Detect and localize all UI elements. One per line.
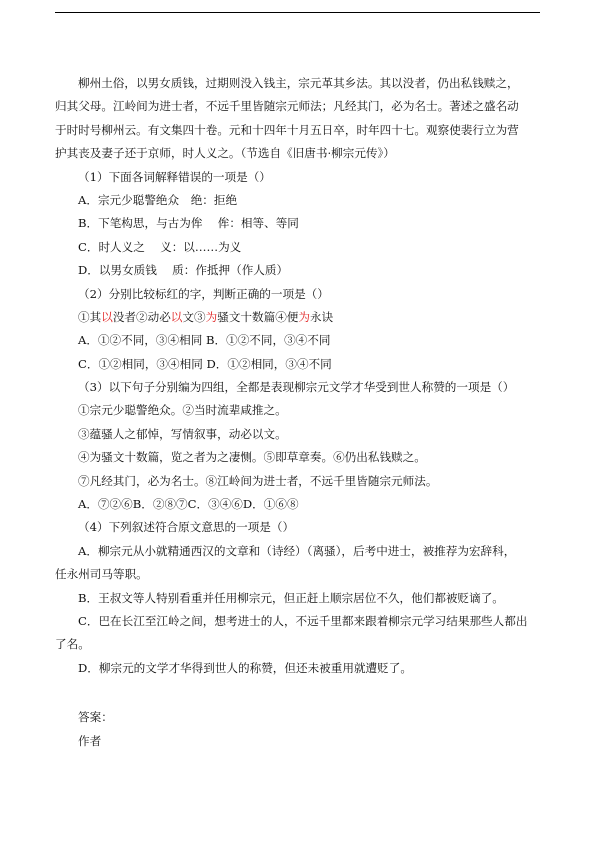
option: B．下笔构思，与古为侔 侔：相等、等同 [78,216,299,231]
option: A．⑦②⑥B．②⑧⑦C．③④⑥D．①⑥⑧ [78,497,299,512]
sentence-part: 骚文十数篇④便 [217,309,299,324]
option: D．以男女质钱 质：作抵押（作人质） [78,263,289,278]
option: C．时人义之 义：以……为义 [78,239,242,254]
numbered-item: ④为骚文十数篇，览之者为之凄恻。⑤即草章奏。⑥仍出私钱赎之。 [78,450,426,465]
passage-line: 于时时号柳州云。有文集四十卷。元和十四年十月五日卒，时年四十七。观察使裴行立为营 [55,122,519,137]
spacer [55,680,542,706]
highlighted-sentence [55,306,542,329]
answer-value: 作者 [78,733,102,748]
numbered-item: ③蕴骚人之郁悼，写情叙事，动必以文。 [78,426,287,441]
question-stem: （4）下列叙述符合原文意思的一项是（） [78,520,295,535]
answer-section [55,706,542,753]
numbered-item: ①宗元少聪警绝众。②当时流辈咸推之。 [78,403,287,418]
document-body [55,72,542,753]
red-word: 为 [205,309,218,324]
sentence-part: 永诀 [310,309,334,324]
question-3 [55,376,542,516]
option: B．王叔文等人特别看重并任用柳宗元，但正赶上顺宗居位不久，他们都被贬谪了。 [78,590,504,605]
question-stem: （2）分别比较标红的字，判断正确的一项是（） [78,286,329,301]
option: A．①②不同，③④相同 B．①②不同，③④不同 [78,333,331,348]
question-stem: （3）以下句子分别编为四组，全都是表现柳宗元文学才华受到世人称赞的一项是（） [78,380,515,395]
option-continued: 任永州司马等职。 [55,567,148,582]
question-2 [55,283,542,377]
red-word: 以 [170,309,183,324]
option: A．柳宗元从小就精通西汉的文章和（诗经）（离骚），后考中进士，被推荐为宏辞科， [78,543,516,558]
passage-line: 柳州土俗，以男女质钱，过期则没入钱主，宗元革其乡法。其以没者，仍出私钱赎之， [78,76,519,90]
numbered-item: ⑦凡经其门，必为名士。⑧江岭间为进士者，不远千里皆随宗元师法。 [78,473,438,488]
question-stem: （1）下面各词解释错误的一项是（） [78,169,271,184]
sentence-part: ①其 [78,309,102,324]
red-word: 为 [298,309,310,324]
option: A．宗元少聪警绝众 绝：拒绝 [78,192,238,207]
red-word: 以 [101,309,113,324]
sentence-part: 文③ [182,309,206,324]
passage-line: 护其丧及妻子还于京师，时人义之。（节选自《旧唐书·柳宗元传》） [55,146,395,161]
answer-label: 答案： [78,710,113,725]
question-1 [55,166,542,283]
option-continued: 了名。 [55,637,90,652]
passage-line: 归其父母。江岭间为进士者，不远千里皆随宗元师法；凡经其门，必为名士。著述之盛名动 [55,99,519,114]
option: C．①②相同，③④相同 D．①②相同，③④不同 [78,356,332,371]
passage [55,72,542,166]
sentence-part: 没者②动必 [112,309,171,324]
option: C．巴在长江至江岭之间，想考进士的人，不远千里都来跟着柳宗元学习结果那些人都出 [78,613,528,628]
question-4 [55,516,542,680]
header-rule [55,12,540,13]
option: D．柳宗元的文学才华得到世人的称赞，但还未被重用就遭贬了。 [78,660,412,675]
